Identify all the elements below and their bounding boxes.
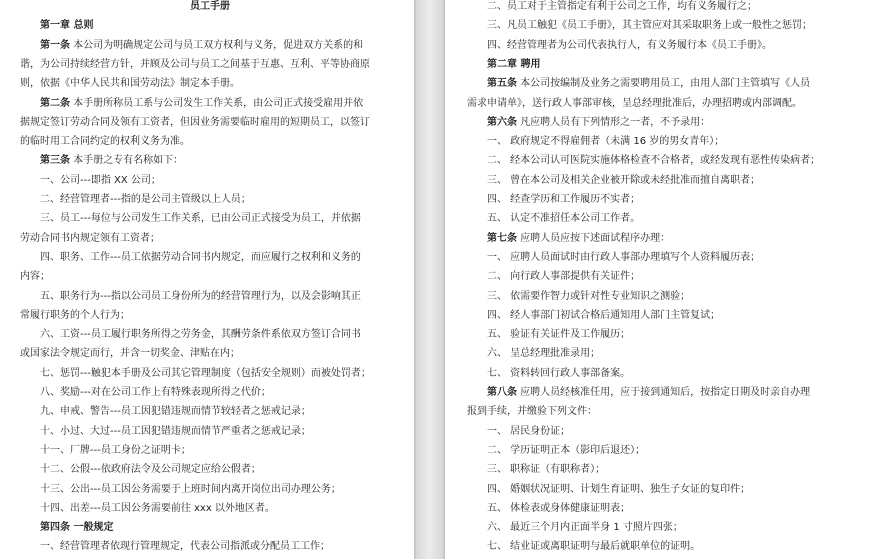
paragraph-continuation: 或国家法令规定而行，并含一切奖金、津贴在内； [20, 348, 240, 360]
list-item: 三、凡员工触犯《员工手册》，其主管应对其采取职务上或一般性之惩罚； [487, 20, 812, 32]
list-item: 一、公司---即指 XX 公司； [40, 174, 161, 186]
list-item: 一、经营管理者依现行管理规定，代表公司指派或分配员工工作； [40, 541, 330, 553]
list-item: 三、员工---每位与公司发生工作关系，已由公司正式接受为员工，并依据 [40, 213, 361, 225]
article-number: 第三条 [40, 155, 70, 167]
paragraph-continuation: 报到手续，并缴验下列文件： [467, 406, 597, 418]
list-item: 七、 结业证或离职证明与最后就职单位的证明。 [487, 541, 701, 553]
chapter-heading: 第四条 一般规定 [40, 522, 114, 534]
list-item: 四、 婚姻状况证明、计划生育证明、独生子女证的复印件； [487, 483, 751, 495]
document-page-right [445, 0, 885, 559]
list-item: 二、经营管理者---指的是公司主管级以上人员； [40, 194, 251, 205]
article-number: 第七条 [487, 232, 517, 244]
article-text: 本手册之专有名称如下： [70, 155, 184, 167]
list-item: 七、惩罚---触犯本手册及公司其它管理制度（包括安全规则）而被处罚者； [40, 367, 371, 379]
article-paragraph [467, 77, 873, 91]
paragraph-continuation: 据规定签订劳动合同及领有工资者，但因业务需要临时雇用的短期员工，以签订 [20, 116, 370, 128]
list-item: 十四、出差---员工因公务需要前往 xxx 以外地区者。 [40, 502, 275, 514]
list-item: 六、 呈总经理批准录用； [487, 348, 601, 360]
list-item: 九、申戒、警告---员工因犯错违规而情节较轻者之惩戒记录； [40, 406, 311, 418]
paragraph-continuation: 的临时用工合同约定的权利义务为准。 [20, 136, 190, 148]
chapter-heading: 第二章 聘用 [487, 58, 541, 70]
article-paragraph [467, 116, 873, 130]
paragraph-continuation: 劳动合同书内规定领有工资者； [20, 232, 160, 244]
document-page-left [0, 0, 414, 559]
list-item: 十一、厂牌---员工身份之证明卡； [40, 444, 191, 456]
paragraph-continuation: 内容； [20, 271, 50, 283]
paragraph-continuation: 常履行职务的个人行为； [20, 309, 130, 321]
list-item: 四、职务、工作---员工依据劳动合同书内规定，而应履行之权利和义务的 [40, 251, 361, 263]
page-gutter [414, 0, 445, 559]
list-item: 六、 最近三个月内正面半身 1 寸照片四张； [487, 522, 683, 534]
list-item: 四、 经人事部门初试合格后通知用人部门主管复试； [487, 309, 721, 321]
article-paragraph [20, 97, 400, 111]
list-item: 二、 经本公司认可医院实施体格检查不合格者，或经发现有恶性传染病者； [487, 155, 821, 167]
article-text: 本手册所称员工系与公司发生工作关系，由公司正式接受雇用并依 [70, 97, 364, 109]
article-text: 本公司为明确规定公司与员工双方权利与义务，促进双方关系的和 [70, 39, 364, 51]
article-number: 第六条 [487, 116, 517, 128]
list-item: 一、 应聘人员面试时由行政人事部办理填写个人资料履历表； [487, 251, 761, 263]
paragraph-continuation: 谐，为公司持续经营方针，并顾及公司与员工之间基于互惠、互利、平等协商原 [20, 58, 370, 70]
list-item: 八、奖励---对在公司工作上有特殊表现所得之代价； [40, 387, 271, 398]
article-text: 凡应聘人员有下列情形之一者，不予录用： [517, 116, 711, 128]
chapter-heading: 第一章 总则 [40, 20, 94, 32]
list-item: 十三、公出---员工因公务需要于上班时间内离开岗位出司办理公务； [40, 483, 341, 495]
article-paragraph [20, 39, 400, 53]
list-item: 十二、公假---依政府法令及公司规定应给公假者； [40, 464, 261, 476]
list-item: 五、 认定不准招任本公司工作者。 [487, 213, 641, 225]
list-item: 四、经营管理者为公司代表执行人，有义务履行本《员工手册》。 [487, 39, 772, 51]
list-item: 十、小过、大过---员工因犯错违规而情节严重者之惩戒记录； [40, 425, 311, 437]
list-item: 六、工资---员工履行职务所得之劳务金，其酬劳条件系依双方签订合同书 [40, 329, 361, 341]
list-item: 一、 政府规定不得雇佣者（未满 16 岁的男女青年）； [487, 136, 725, 148]
list-item: 三、 依需要作智力或针对性专业知识之测验； [487, 290, 691, 302]
list-item: 三、 职称证（有职称者）； [487, 464, 606, 476]
article-text: 本公司按编制及业务之需要聘用员工，由用人部门主管填写《人员 [517, 78, 811, 90]
article-number: 第五条 [487, 78, 517, 90]
list-item: 五、职务行为---指以公司员工身份所为的经营管理行为，以及会影响其正 [40, 290, 361, 302]
paragraph-continuation: 则，依据《中华人民共和国劳动法》制定本手册。 [20, 78, 240, 90]
list-item: 七、 资料转回行政人事部备案。 [487, 367, 631, 379]
list-item: 四、 经查学历和工作履历不实者； [487, 194, 641, 205]
list-item: 二、 学历证明正本（影印后退还）； [487, 444, 646, 456]
list-item: 三、 曾在本公司及相关企业被开除或未经批准而擅自离职者； [487, 174, 761, 186]
article-paragraph [467, 232, 873, 246]
paragraph-continuation: 需求申请单》，送行政人事部审核，呈总经理批准后，办理招聘或内部调配。 [467, 97, 802, 109]
list-item: 一、 居民身份证； [487, 425, 571, 437]
article-text: 应聘人员经核准任用，应于接到通知后，按指定日期及时亲自办理 [517, 387, 811, 398]
article-number: 第二条 [40, 97, 70, 109]
list-item: 二、 向行政人事部提供有关证件； [487, 271, 641, 283]
document-title: 员工手册 [190, 1, 230, 12]
article-number: 第一条 [40, 39, 70, 51]
article-paragraph [467, 386, 873, 400]
list-item: 二、员工对于主管指定有利于公司之工作，均有义务履行之； [487, 1, 757, 12]
list-item: 五、 体检表或身体健康证明表； [487, 502, 631, 514]
article-number: 第八条 [487, 387, 517, 398]
list-item: 五、 验证有关证件及工作履历； [487, 329, 631, 341]
article-paragraph [20, 154, 400, 168]
article-text: 应聘人员应按下述面试程序办理： [517, 232, 671, 244]
